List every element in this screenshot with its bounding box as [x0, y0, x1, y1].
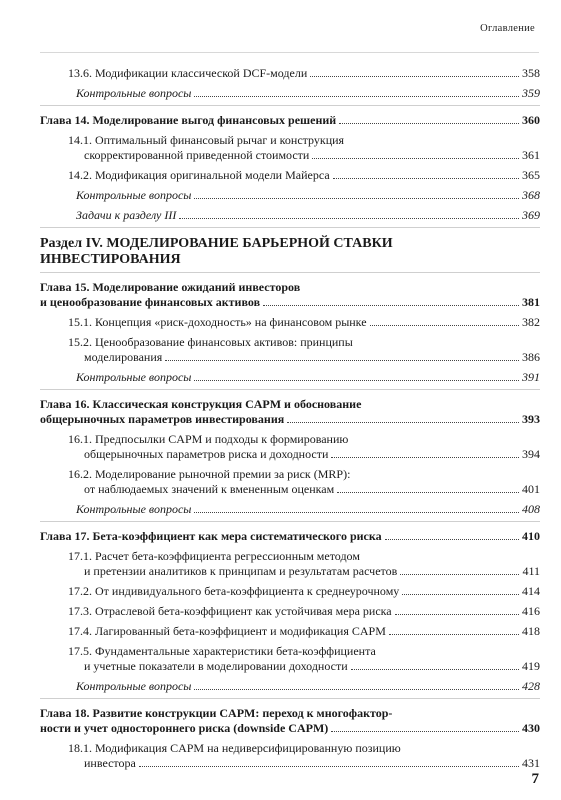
toc-page-number: 394 — [522, 447, 540, 461]
toc-questions — [40, 679, 540, 694]
toc-questions — [40, 502, 540, 517]
divider — [40, 227, 540, 228]
toc-entry-text: Глава 18. Развитие конструкции CAPM: переход к многофактор- — [40, 706, 393, 720]
toc-page-number: 361 — [522, 148, 540, 162]
leader-dots — [333, 178, 519, 179]
toc-section — [40, 604, 540, 619]
leader-dots — [400, 574, 519, 575]
leader-dots — [312, 158, 519, 159]
toc-page-number: 428 — [522, 679, 540, 693]
divider — [40, 521, 540, 522]
leader-dots — [287, 422, 519, 423]
toc-section — [40, 66, 540, 81]
toc-page-number: 369 — [522, 208, 540, 222]
leader-dots — [351, 669, 519, 670]
leader-dots — [194, 380, 519, 381]
toc-entry-text: Раздел IV. МОДЕЛИРОВАНИЕ БАРЬЕРНОЙ СТАВКИ — [40, 236, 393, 251]
toc-page-number: 382 — [522, 315, 540, 329]
toc-entry-text: Контрольные вопросы — [76, 370, 192, 384]
toc-section — [40, 467, 540, 497]
toc-entry-text: и ценообразование финансовых активов — [40, 295, 261, 309]
toc-entry-text: общерыночных параметров риска и доходности — [84, 447, 329, 461]
toc-entry-text: 13.6. Модификации классической DCF-модели — [68, 66, 308, 80]
divider — [40, 105, 540, 106]
leader-dots — [165, 360, 519, 361]
leader-dots — [310, 76, 519, 77]
toc-entry-text: Задачи к разделу III — [76, 208, 177, 222]
toc-chapter — [40, 706, 540, 736]
toc-section — [40, 549, 540, 579]
leader-dots — [402, 594, 519, 595]
toc-page-number: 360 — [522, 113, 540, 127]
toc-entry-text: Глава 16. Классическая конструкция CAPM и обоснование — [40, 397, 362, 411]
toc-chapter — [40, 397, 540, 427]
leader-dots — [385, 539, 519, 540]
toc-questions — [40, 188, 540, 203]
toc-section — [40, 432, 540, 462]
toc-page-number: 368 — [522, 188, 540, 202]
toc-entry-text: ности и учет одностороннего риска (downside CAPM) — [40, 721, 329, 735]
running-head: Оглавление — [480, 23, 535, 34]
toc-entry-text: 14.2. Модификация оригинальной модели Майерса — [68, 168, 330, 182]
toc-entry-text: скорректированной приведенной стоимости — [84, 148, 310, 162]
leader-dots — [194, 689, 519, 690]
header-rule — [40, 52, 539, 53]
toc-entry-text: 17.2. От индивидуального бета-коэффициента к среднеурочному — [68, 584, 400, 598]
toc-entry-text: 17.3. Отраслевой бета-коэффициент как устойчивая мера риска — [68, 604, 392, 618]
toc-chapter — [40, 529, 540, 544]
toc-entry-text: и претензии аналитиков к принципам и результатам расчетов — [84, 564, 398, 578]
leader-dots — [263, 305, 519, 306]
leader-dots — [337, 492, 519, 493]
toc-entry-text: общерыночных параметров инвестирования — [40, 412, 285, 426]
toc-section — [40, 624, 540, 639]
toc-section — [40, 315, 540, 330]
toc-entry-text: ИНВЕСТИРОВАНИЯ — [40, 252, 181, 267]
toc-entry-text: 17.4. Лагированный бета-коэффициент и модификация CAPM — [68, 624, 386, 638]
toc-entry-text: Контрольные вопросы — [76, 502, 192, 516]
toc-page-number: 416 — [522, 604, 540, 618]
toc-entry-text: и учетные показатели в моделировании доходности — [84, 659, 348, 673]
toc-entry-text: 15.1. Концепция «риск-доходность» на финансовом рынке — [68, 315, 367, 329]
toc-entry-text: 16.1. Предпосылки CAPM и подходы к формированию — [68, 432, 349, 446]
toc-questions — [40, 208, 540, 223]
toc-entry-text: Глава 17. Бета-коэффициент как мера систематического риска — [40, 529, 382, 543]
toc-entry-text: 15.2. Ценообразование финансовых активов: принципы — [68, 335, 353, 349]
toc-part-heading — [40, 236, 540, 268]
toc-page-number: 408 — [522, 502, 540, 516]
toc-page-number: 365 — [522, 168, 540, 182]
toc-entry-text: инвестора — [84, 756, 136, 770]
leader-dots — [139, 766, 519, 767]
leader-dots — [389, 634, 519, 635]
toc-section — [40, 584, 540, 599]
toc-entry-text: Контрольные вопросы — [76, 679, 192, 693]
leader-dots — [395, 614, 519, 615]
toc-questions — [40, 370, 540, 385]
table-of-contents — [40, 66, 540, 771]
toc-page-number: 359 — [522, 86, 540, 100]
toc-page-number: 430 — [522, 721, 540, 735]
divider — [40, 272, 540, 273]
toc-questions — [40, 86, 540, 101]
toc-page-number: 393 — [522, 412, 540, 426]
leader-dots — [370, 325, 519, 326]
toc-entry-text: 18.1. Модификация CAPM на недиверсифицированную позицию — [68, 741, 401, 755]
divider — [40, 698, 540, 699]
toc-page-number: 419 — [522, 659, 540, 673]
toc-entry-text: Глава 14. Моделирование выгод финансовых решений — [40, 113, 337, 127]
toc-entry-text: 17.5. Фундаментальные характеристики бета-коэффициента — [68, 644, 376, 658]
toc-chapter — [40, 113, 540, 128]
toc-page-number: 410 — [522, 529, 540, 543]
toc-page-number: 391 — [522, 370, 540, 384]
toc-section — [40, 335, 540, 365]
page-number: 7 — [531, 771, 539, 787]
toc-section — [40, 168, 540, 183]
toc-page-number: 358 — [522, 66, 540, 80]
toc-entry-text: моделирования — [84, 350, 163, 364]
toc-page-number: 386 — [522, 350, 540, 364]
toc-entry-text: от наблюдаемых значений к вмененным оценкам — [84, 482, 335, 496]
toc-entry-text: 17.1. Расчет бета-коэффициента регрессионным методом — [68, 549, 360, 563]
toc-page-number: 414 — [522, 584, 540, 598]
leader-dots — [194, 96, 519, 97]
leader-dots — [179, 218, 519, 219]
leader-dots — [339, 123, 519, 124]
toc-page-number: 431 — [522, 756, 540, 770]
toc-section — [40, 133, 540, 163]
leader-dots — [331, 457, 519, 458]
toc-section — [40, 741, 540, 771]
toc-entry-text: 16.2. Моделирование рыночной премии за риск (MRP): — [68, 467, 351, 481]
toc-page-number: 418 — [522, 624, 540, 638]
toc-page-number: 401 — [522, 482, 540, 496]
leader-dots — [194, 198, 519, 199]
toc-entry-text: 14.1. Оптимальный финансовый рычаг и конструкция — [68, 133, 345, 147]
toc-section — [40, 644, 540, 674]
toc-entry-text: Контрольные вопросы — [76, 188, 192, 202]
toc-chapter — [40, 280, 540, 310]
toc-entry-text: Контрольные вопросы — [76, 86, 192, 100]
divider — [40, 389, 540, 390]
toc-page-number: 411 — [522, 564, 540, 578]
toc-page-number: 381 — [522, 295, 540, 309]
leader-dots — [331, 731, 519, 732]
toc-entry-text: Глава 15. Моделирование ожиданий инвесторов — [40, 280, 301, 294]
leader-dots — [194, 512, 519, 513]
